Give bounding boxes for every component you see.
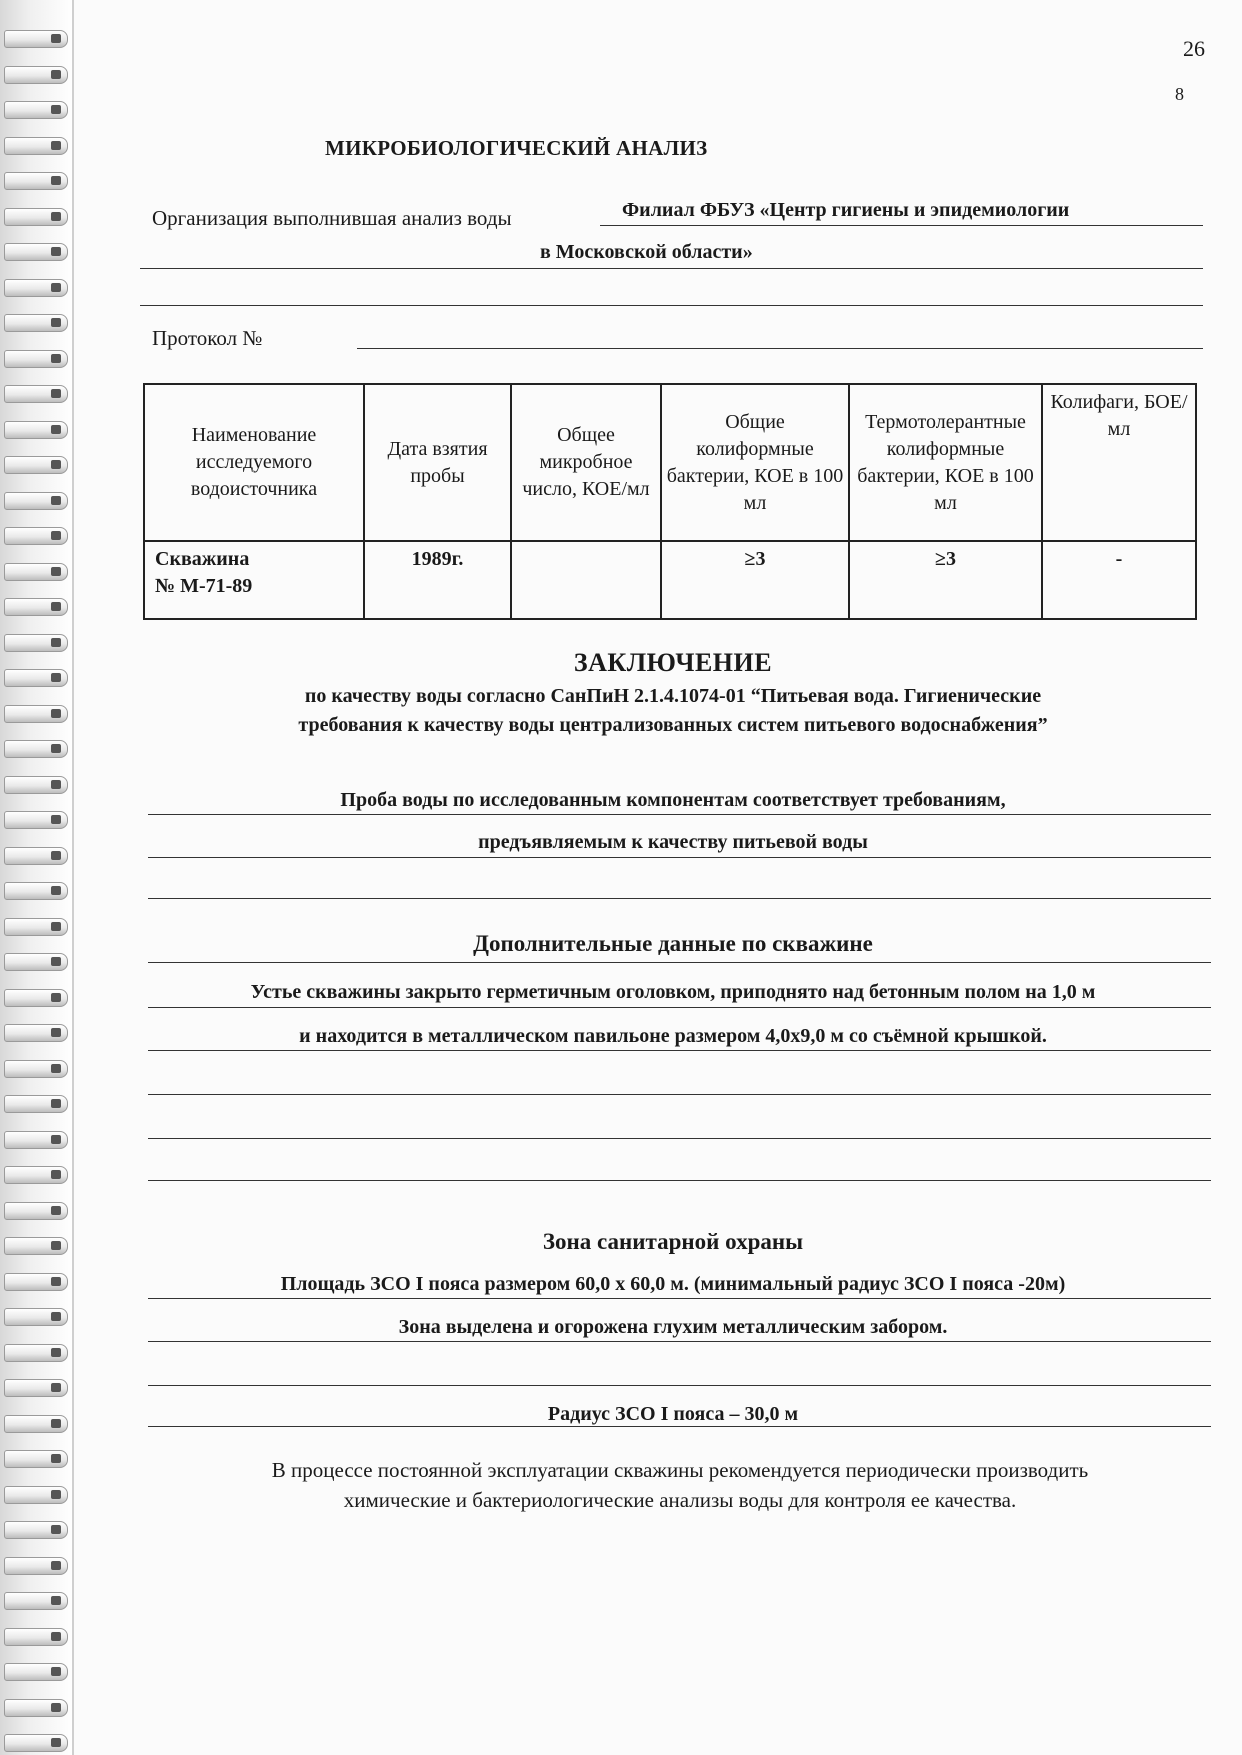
- additional-line1: Устье скважины закрыто герметичным оголовком, приподнято над бетонным полом на 1,0 м: [250, 981, 1096, 1003]
- additional-underline-5: [148, 1180, 1211, 1181]
- binder-ring: [4, 1202, 68, 1220]
- binder-ring: [4, 456, 68, 474]
- header-coliform: Общие колиформные бактерии, КОЕ в 100 мл: [661, 384, 849, 541]
- binder-spiral: [0, 0, 72, 1755]
- header-thermotolerant: Термотолерантные колиформные бактерии, КОЕ в 100 мл: [849, 384, 1042, 541]
- cell-coliphages: -: [1042, 541, 1196, 619]
- binder-ring: [4, 776, 68, 794]
- sanitary-zone-line3: Радиус ЗСО I пояса – 30,0 м: [547, 1403, 799, 1425]
- additional-underline-2: [148, 1050, 1211, 1051]
- sanitary-zone-underline-1: [148, 1298, 1211, 1299]
- additional-underline-0: [148, 962, 1211, 963]
- binder-ring: [4, 137, 68, 155]
- binder-ring: [4, 1734, 68, 1752]
- binder-ring: [4, 1344, 68, 1362]
- binder-ring: [4, 634, 68, 652]
- recommendation-line2: химические и бактериологические анализы воды для контроля ее качества.: [343, 1488, 1017, 1512]
- conclusion-text-line2: предъявляемым к качеству питьевой воды: [478, 831, 868, 853]
- binder-ring: [4, 350, 68, 368]
- cell-coliform: ≥3: [661, 541, 849, 619]
- organization-underline-1: [600, 225, 1203, 226]
- binder-ring: [4, 1415, 68, 1433]
- binder-ring: [4, 30, 68, 48]
- protocol-underline: [357, 348, 1203, 349]
- binder-ring: [4, 1486, 68, 1504]
- header-date: Дата взятия пробы: [364, 384, 511, 541]
- conclusion-subheading-line1: по качеству воды согласно СанПиН 2.1.4.1074-01 “Питьевая вода. Гигиенические: [304, 685, 1042, 707]
- organization-value-line2: в Московской области»: [540, 241, 753, 263]
- page-number-secondary: 8: [1175, 84, 1184, 104]
- page-number: 26: [1183, 36, 1205, 61]
- binder-ring: [4, 279, 68, 297]
- binder-ring: [4, 1379, 68, 1397]
- binder-ring: [4, 918, 68, 936]
- binder-ring: [4, 1060, 68, 1078]
- conclusion-text-line1: Проба воды по исследованным компонентам соответствует требованиям,: [340, 789, 1006, 811]
- cell-source-line2: № М-71-89: [155, 575, 253, 597]
- paper-edge: [72, 0, 74, 1755]
- binder-ring: [4, 1024, 68, 1042]
- conclusion-subheading: [143, 682, 1203, 740]
- recommendation-line1: В процессе постоянной эксплуатации скважины рекомендуется периодически производить: [271, 1458, 1089, 1482]
- binder-ring: [4, 598, 68, 616]
- conclusion-heading: ЗАКЛЮЧЕНИЕ: [573, 648, 773, 677]
- binder-ring: [4, 1095, 68, 1113]
- additional-line2: и находится в металлическом павильоне размером 4,0х9,0 м со съёмной крышкой.: [299, 1025, 1047, 1047]
- organization-value-line1: Филиал ФБУЗ «Центр гигиены и эпидемиологии: [622, 199, 1070, 221]
- sanitary-zone-underline-2: [148, 1341, 1211, 1342]
- binder-ring: [4, 243, 68, 261]
- additional-underline-4: [148, 1138, 1211, 1139]
- binder-ring: [4, 563, 68, 581]
- binder-ring: [4, 421, 68, 439]
- binder-ring: [4, 1557, 68, 1575]
- organization-underline-2: [140, 268, 1203, 269]
- sanitary-zone-underline-4: [148, 1426, 1211, 1427]
- cell-date: 1989г.: [364, 541, 511, 619]
- recommendation: [180, 1455, 1180, 1515]
- microbiology-table: [143, 383, 1197, 620]
- conclusion-underline-2: [148, 857, 1211, 858]
- binder-ring: [4, 208, 68, 226]
- binder-ring: [4, 1699, 68, 1717]
- binder-ring: [4, 1131, 68, 1149]
- binder-ring: [4, 811, 68, 829]
- binder-ring: [4, 847, 68, 865]
- document-title: МИКРОБИОЛОГИЧЕСКИЙ АНАЛИЗ: [325, 136, 708, 160]
- binder-ring: [4, 1521, 68, 1539]
- cell-source-line1: Скважина: [155, 548, 250, 570]
- conclusion-subheading-line2: требования к качеству воды централизованных систем питьевого водоснабжения”: [298, 714, 1048, 736]
- protocol-label: Протокол №: [152, 326, 263, 350]
- organization-label: Организация выполнившая анализ воды: [152, 206, 512, 230]
- binder-ring: [4, 1273, 68, 1291]
- table-row: [144, 541, 1196, 619]
- conclusion-underline-1: [148, 814, 1211, 815]
- additional-heading: Дополнительные данные по скважине: [473, 931, 873, 956]
- cell-thermotolerant: ≥3: [849, 541, 1042, 619]
- binder-ring: [4, 385, 68, 403]
- binder-ring: [4, 172, 68, 190]
- binder-ring: [4, 492, 68, 510]
- header-source: Наименование исследуемого водоисточника: [144, 384, 364, 541]
- binder-ring: [4, 101, 68, 119]
- binder-ring: [4, 1450, 68, 1468]
- binder-ring: [4, 314, 68, 332]
- binder-ring: [4, 1308, 68, 1326]
- binder-ring: [4, 1166, 68, 1184]
- binder-ring: [4, 1237, 68, 1255]
- binder-ring: [4, 66, 68, 84]
- binder-ring: [4, 527, 68, 545]
- cell-source: [144, 541, 364, 619]
- conclusion-underline-3: [148, 898, 1211, 899]
- binder-ring: [4, 989, 68, 1007]
- additional-underline-3: [148, 1094, 1211, 1095]
- header-coliphages: Колифаги, БОЕ/мл: [1042, 384, 1196, 541]
- sanitary-zone-line1: Площадь ЗСО I пояса размером 60,0 х 60,0 м. (минимальный радиус ЗСО I пояса -20м): [280, 1273, 1066, 1295]
- binder-ring: [4, 1592, 68, 1610]
- binder-ring: [4, 953, 68, 971]
- binder-ring: [4, 1628, 68, 1646]
- binder-ring: [4, 1663, 68, 1681]
- binder-ring: [4, 882, 68, 900]
- header-total-microbial: Общее микробное число, КОЕ/мл: [511, 384, 661, 541]
- binder-ring: [4, 740, 68, 758]
- sanitary-zone-heading: Зона санитарной охраны: [542, 1229, 804, 1254]
- cell-total-microbial: [511, 541, 661, 619]
- sanitary-zone-underline-3: [148, 1385, 1211, 1386]
- organization-underline-3: [140, 305, 1203, 306]
- sanitary-zone-line2: Зона выделена и огорожена глухим металлическим забором.: [398, 1316, 948, 1338]
- table-header-row: [144, 384, 1196, 541]
- binder-ring: [4, 669, 68, 687]
- binder-ring: [4, 705, 68, 723]
- additional-underline-1: [148, 1007, 1211, 1008]
